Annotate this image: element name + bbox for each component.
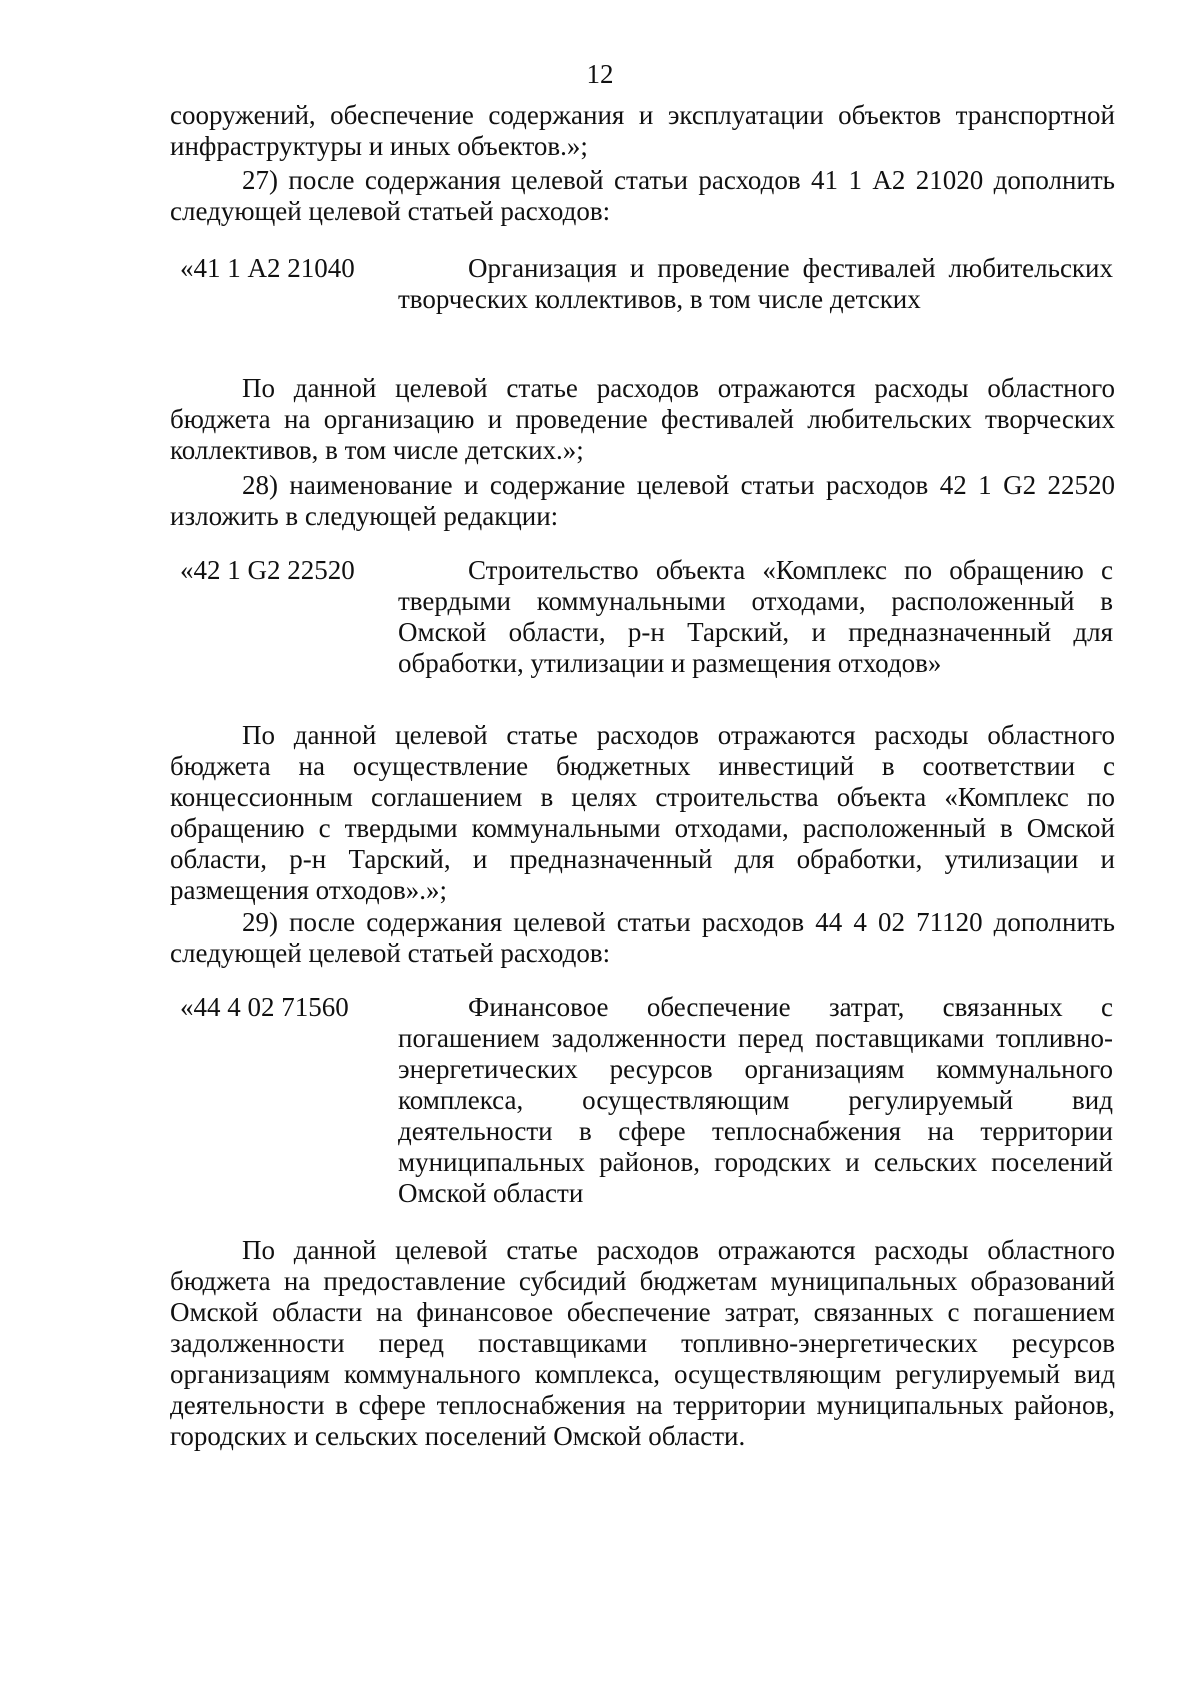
paragraph-continuation: [170, 100, 1115, 162]
paragraph-item-27: [170, 165, 1115, 227]
page-number: 12: [586, 59, 614, 89]
entry-code: «42 1 G2 22520: [180, 555, 355, 585]
paragraph-text: По данной целевой статье расходов отражаются расходы областного бюджета на осуществление бюджетных инвестиций в соответствии с концессионным соглашением в целях строительства объекта «Комплекс по обращению с твердыми коммунальными отходами, расположенный в Омской области, р-н Тарский, и предназначенный для обработки, утилизации и размещения отходов».»;: [170, 720, 1115, 905]
paragraph-text: По данной целевой статье расходов отражаются расходы областного бюджета на организацию и проведение фестивалей любительских творческих коллективов, в том числе детских.»;: [170, 373, 1115, 465]
paragraph-item-29: [170, 907, 1115, 969]
entry-description: Строительство объекта «Комплекс по обращению с твердыми коммунальными отходами, расположенный в Омской области, р-н Тарский, и предназначенный для обработки, утилизации и размещения отходов»: [398, 555, 1113, 678]
entry-description: Финансовое обеспечение затрат, связанных с погашением задолженности перед поставщиками топливно-энергетических ресурсов организациям коммунального комплекса, осуществляющим регулируемый вид деятельности в сфере теплоснабжения на территории муниципальных районов, городских и сельских поселений Омской области: [398, 992, 1113, 1208]
paragraph-text: По данной целевой статье расходов отражаются расходы областного бюджета на предоставление субсидий бюджетам муниципальных образований Омской области на финансовое обеспечение затрат, связанных с погашением задолженности перед поставщиками топливно-энергетических ресурсов организациям коммунального комплекса, осуществляющим регулируемый вид деятельности в сфере теплоснабжения на территории муниципальных районов, городских и сельских поселений Омской области.: [170, 1235, 1115, 1451]
paragraph-entry3-explanation: [170, 1235, 1115, 1452]
entry-description: Организация и проведение фестивалей любительских творческих коллективов, в том числе детских: [398, 253, 1113, 314]
entry-code: «41 1 А2 21040: [180, 253, 355, 283]
paragraph-entry2-explanation: [170, 720, 1115, 906]
paragraph-text: сооружений, обеспечение содержания и эксплуатации объектов транспортной инфраструктуры и иных объектов.»;: [170, 100, 1115, 161]
paragraph-text: 29) после содержания целевой статьи расходов 44 4 02 71120 дополнить следующей целевой статьей расходов:: [170, 907, 1115, 968]
entry-code: «44 4 02 71560: [180, 992, 349, 1022]
paragraph-entry1-explanation: [170, 373, 1115, 466]
paragraph-text: 27) после содержания целевой статьи расходов 41 1 А2 21020 дополнить следующей целевой статьей расходов:: [170, 165, 1115, 226]
paragraph-text: 28) наименование и содержание целевой статьи расходов 42 1 G2 22520 изложить в следующей редакции:: [170, 470, 1115, 531]
paragraph-item-28: [170, 470, 1115, 532]
